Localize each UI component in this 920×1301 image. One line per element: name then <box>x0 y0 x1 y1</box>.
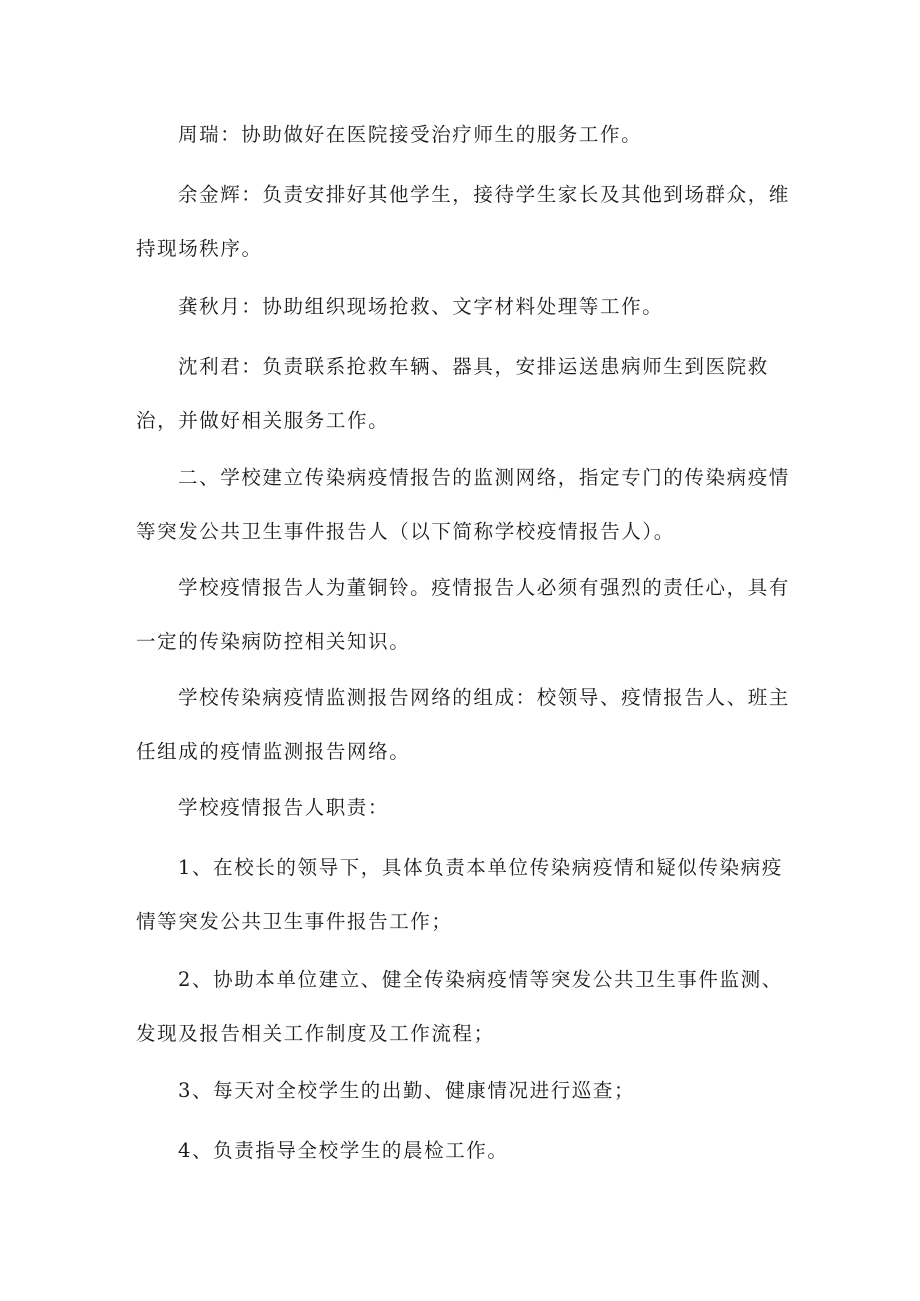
paragraph-duties-heading: 学校疫情报告人职责： <box>178 796 390 819</box>
paragraph-reporter: 学校疫情报告人为董铜铃。疫情报告人必须有强烈的责任心，具有一定的传染病防控相关知识。 <box>136 576 790 653</box>
paragraph-section-two: 二、学校建立传染病疫情报告的监测网络，指定专门的传染病疫情等突发公共卫生事件报告人（以下简称学校疫情报告人）。 <box>136 466 790 543</box>
paragraph-duty-1: 1、在校长的领导下，具体负责本单位传染病疫情和疑似传染病疫情等突发公共卫生事件报告工作； <box>136 856 783 933</box>
paragraph-zhou-rui: 周瑞：协助做好在医院接受治疗师生的服务工作。 <box>178 123 643 146</box>
paragraph-network: 学校传染病疫情监测报告网络的组成：校领导、疫情报告人、班主任组成的疫情监测报告网络。 <box>136 686 790 763</box>
paragraph-shen-lijun: 沈利君：负责联系抢救车辆、器具，安排运送患病师生到医院救治，并做好相关服务工作。 <box>136 355 769 432</box>
paragraph-duty-2: 2、协助本单位建立、健全传染病疫情等突发公共卫生事件监测、发现及报告相关工作制度及工作流程； <box>136 968 783 1045</box>
paragraph-gong-qiuyue: 龚秋月：协助组织现场抢救、文字材料处理等工作。 <box>178 295 664 318</box>
paragraph-yu-jinhui: 余金辉：负责安排好其他学生，接待学生家长及其他到场群众，维持现场秩序。 <box>136 183 790 260</box>
paragraph-duty-4: 4、负责指导全校学生的晨检工作。 <box>178 1139 509 1162</box>
paragraph-duty-3: 3、每天对全校学生的出勤、健康情况进行巡查； <box>178 1079 636 1102</box>
